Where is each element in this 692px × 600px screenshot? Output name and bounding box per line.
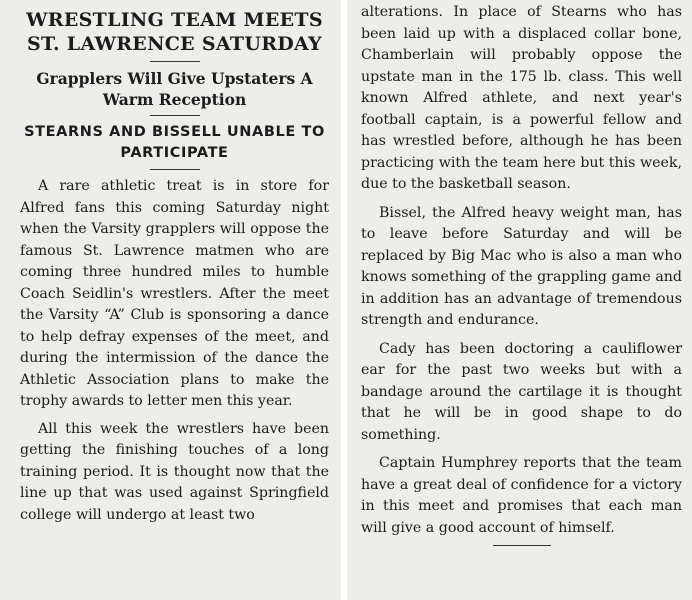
- deck-divider: [150, 169, 200, 170]
- article-paragraph-1: A rare athletic treat is in store for Alfred fans this coming Saturday night when the Varsity grapplers will oppose the famous St. Lawrence matmen who are coming three hundred miles to humble Coach Seidlin's wrestlers. After the meet the Varsity “A” Club is sponsoring a dance to help defray expenses of the meet, and during the intermission of the dance the Athletic Association plans to make the trophy awards to letter men this year.: [20, 178, 329, 409]
- article-subheadline: Grapplers Will Give Upstaters A Warm Reception: [36, 69, 313, 109]
- right-column: [347, 0, 692, 600]
- article-end-rule: [493, 545, 551, 546]
- article-paragraph-2-continued: alterations. In place of Stearns who has been laid up with a displaced collar bone, Chamberlain will probably oppose the upstate man in the 175 lb. class. This well known Alfred athlete, and next year's football captain, is a powerful fellow and has wrestled before, although he has been practicing with the team here but this week, due to the basketball season.: [361, 4, 682, 192]
- article-paragraph-3: Bissel, the Alfred heavy weight man, has to leave before Saturday and will be replaced by Big Mac who is also a man who knows something of the grappling game and in addition has an advantage of tremendous strength and endurance.: [361, 204, 682, 328]
- article-paragraph-4: Cady has been doctoring a cauliflower ear for the past two weeks but with a bandage around the cartilage it is thought that he will be in good shape to do something.: [361, 340, 682, 443]
- subheadline-divider: [150, 115, 200, 116]
- article-headline: WRESTLING TEAM MEETS ST. LAWRENCE SATURDAY: [26, 9, 323, 55]
- article-deck: STEARNS AND BISSELL UNABLE TO PARTICIPATE: [24, 124, 325, 161]
- article-paragraph-5: Captain Humphrey reports that the team have a great deal of confidence for a victory in this meet and promises that each man will give a good account of himself.: [361, 455, 682, 536]
- article-paragraph-2: All this week the wrestlers have been getting the finishing touches of a long training period. It is thought now that the line up that was used against Springfield college will undergo at least two: [20, 420, 329, 523]
- headline-divider: [150, 61, 200, 62]
- left-column: [0, 0, 341, 600]
